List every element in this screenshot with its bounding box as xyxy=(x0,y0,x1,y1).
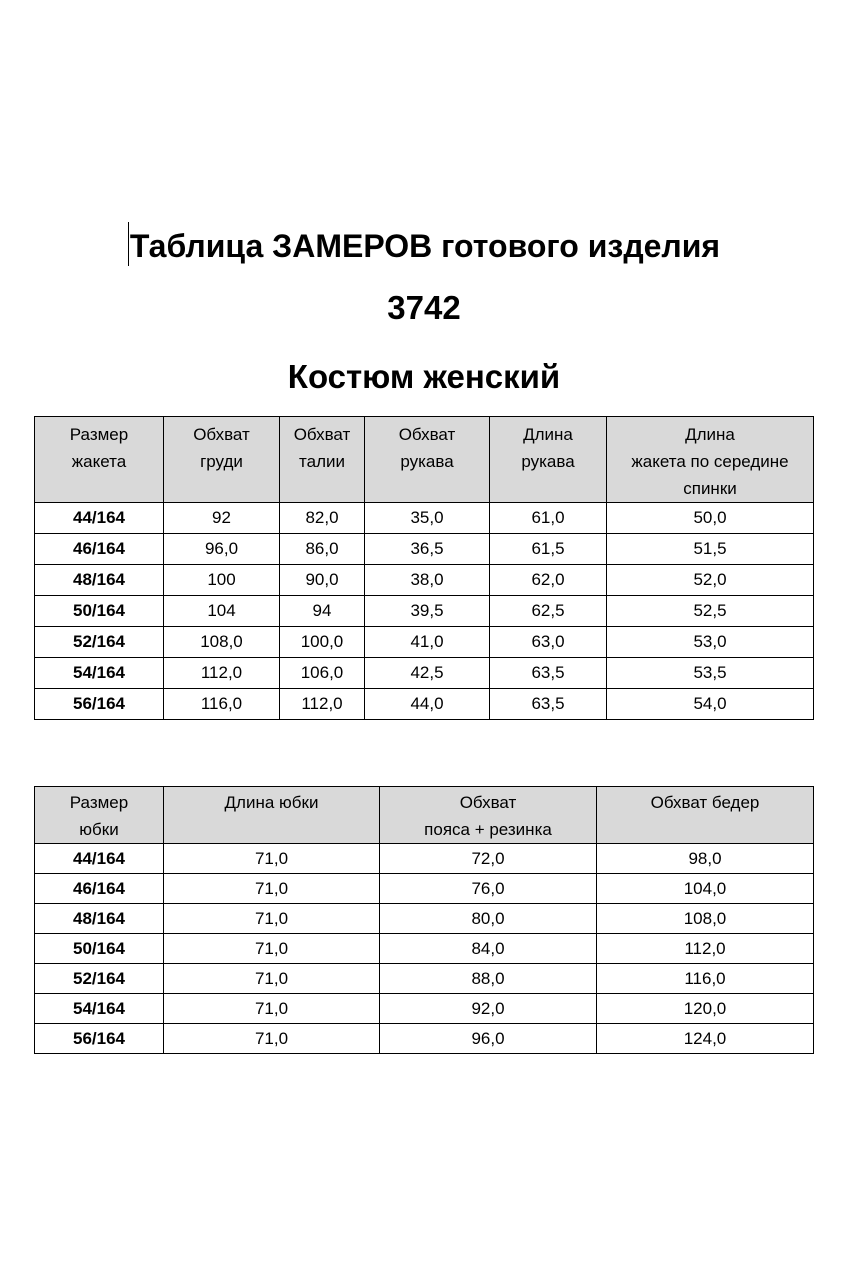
column-header-line: рукава xyxy=(400,452,454,471)
table-row xyxy=(35,1024,814,1054)
value-cell: 116,0 xyxy=(597,964,814,994)
value-cell: 108,0 xyxy=(164,627,280,658)
value-cell: 36,5 xyxy=(365,534,490,565)
value-cell: 52,5 xyxy=(607,596,814,627)
table-body xyxy=(35,503,814,720)
table-row xyxy=(35,658,814,689)
value-cell: 92 xyxy=(164,503,280,534)
size-cell: 54/164 xyxy=(35,994,164,1024)
value-cell: 42,5 xyxy=(365,658,490,689)
value-cell: 80,0 xyxy=(380,904,597,934)
size-cell: 48/164 xyxy=(35,904,164,934)
size-cell: 56/164 xyxy=(35,689,164,720)
value-cell: 52,0 xyxy=(607,565,814,596)
column-header xyxy=(365,417,490,503)
value-cell: 53,0 xyxy=(607,627,814,658)
value-cell: 94 xyxy=(280,596,365,627)
value-cell: 116,0 xyxy=(164,689,280,720)
column-header-line: Обхват xyxy=(459,793,517,812)
value-cell: 98,0 xyxy=(597,844,814,874)
size-cell: 44/164 xyxy=(35,844,164,874)
value-cell: 53,5 xyxy=(607,658,814,689)
text-cursor xyxy=(128,222,129,266)
value-cell: 104 xyxy=(164,596,280,627)
column-header-line: спинки xyxy=(683,479,737,498)
value-cell: 84,0 xyxy=(380,934,597,964)
column-header-line: Длина xyxy=(685,425,735,444)
value-cell: 90,0 xyxy=(280,565,365,596)
value-cell: 62,5 xyxy=(490,596,607,627)
column-header xyxy=(490,417,607,503)
column-header xyxy=(597,787,814,844)
value-cell: 120,0 xyxy=(597,994,814,1024)
value-cell: 38,0 xyxy=(365,565,490,596)
page-title xyxy=(0,222,848,266)
value-cell: 92,0 xyxy=(380,994,597,1024)
value-cell: 35,0 xyxy=(365,503,490,534)
value-cell: 112,0 xyxy=(597,934,814,964)
value-cell: 71,0 xyxy=(164,934,380,964)
value-cell: 71,0 xyxy=(164,874,380,904)
column-header-line: Обхват xyxy=(398,425,456,444)
table-row xyxy=(35,874,814,904)
table-row xyxy=(35,534,814,565)
column-header-line: талии xyxy=(299,452,345,471)
size-cell: 52/164 xyxy=(35,964,164,994)
size-cell: 48/164 xyxy=(35,565,164,596)
size-cell: 46/164 xyxy=(35,534,164,565)
value-cell: 82,0 xyxy=(280,503,365,534)
table-row xyxy=(35,627,814,658)
size-cell: 50/164 xyxy=(35,596,164,627)
table-row xyxy=(35,596,814,627)
column-header xyxy=(607,417,814,503)
column-header-line: Обхват бедер xyxy=(650,793,760,812)
value-cell: 61,5 xyxy=(490,534,607,565)
value-cell: 76,0 xyxy=(380,874,597,904)
table-row xyxy=(35,844,814,874)
value-cell: 63,0 xyxy=(490,627,607,658)
table-row xyxy=(35,964,814,994)
column-header xyxy=(280,417,365,503)
value-cell: 124,0 xyxy=(597,1024,814,1054)
column-header-line: пояса + резинка xyxy=(424,820,552,839)
skirt-measurements-table xyxy=(34,786,814,1054)
value-cell: 71,0 xyxy=(164,964,380,994)
value-cell: 62,0 xyxy=(490,565,607,596)
value-cell: 72,0 xyxy=(380,844,597,874)
table-header-row xyxy=(35,787,814,844)
table-row xyxy=(35,994,814,1024)
column-header-line: Длина юбки xyxy=(224,793,319,812)
value-cell: 112,0 xyxy=(164,658,280,689)
value-cell: 71,0 xyxy=(164,994,380,1024)
column-header-line: юбки xyxy=(79,820,119,839)
size-cell: 56/164 xyxy=(35,1024,164,1054)
column-header xyxy=(164,787,380,844)
column-header-line: рукава xyxy=(521,452,575,471)
column-header-line: Обхват xyxy=(193,425,250,444)
value-cell: 51,5 xyxy=(607,534,814,565)
size-cell: 44/164 xyxy=(35,503,164,534)
value-cell: 63,5 xyxy=(490,658,607,689)
table-row xyxy=(35,565,814,596)
column-header-line: Размер xyxy=(69,425,129,444)
table-header-row xyxy=(35,417,814,503)
table-row xyxy=(35,904,814,934)
value-cell: 108,0 xyxy=(597,904,814,934)
column-header-line: груди xyxy=(200,452,243,471)
value-cell: 61,0 xyxy=(490,503,607,534)
value-cell: 86,0 xyxy=(280,534,365,565)
value-cell: 106,0 xyxy=(280,658,365,689)
column-header-line: жакета по середине xyxy=(631,452,789,471)
column-header xyxy=(380,787,597,844)
size-cell: 54/164 xyxy=(35,658,164,689)
jacket-measurements-table xyxy=(34,416,814,720)
value-cell: 112,0 xyxy=(280,689,365,720)
table-row xyxy=(35,934,814,964)
value-cell: 96,0 xyxy=(164,534,280,565)
size-cell: 50/164 xyxy=(35,934,164,964)
column-header xyxy=(35,417,164,503)
column-header xyxy=(164,417,280,503)
value-cell: 104,0 xyxy=(597,874,814,904)
value-cell: 71,0 xyxy=(164,1024,380,1054)
value-cell: 44,0 xyxy=(365,689,490,720)
value-cell: 100,0 xyxy=(280,627,365,658)
table-body xyxy=(35,844,814,1054)
column-header-line: жакета xyxy=(71,452,127,471)
value-cell: 88,0 xyxy=(380,964,597,994)
value-cell: 71,0 xyxy=(164,904,380,934)
product-name: Костюм женский xyxy=(287,358,561,395)
value-cell: 63,5 xyxy=(490,689,607,720)
value-cell: 71,0 xyxy=(164,844,380,874)
product-code: 3742 xyxy=(387,289,461,326)
page-title-text: Таблица ЗАМЕРОВ готового изделия xyxy=(129,228,721,264)
value-cell: 50,0 xyxy=(607,503,814,534)
table-row xyxy=(35,689,814,720)
value-cell: 96,0 xyxy=(380,1024,597,1054)
column-header-line: Размер xyxy=(69,793,129,812)
column-header xyxy=(35,787,164,844)
value-cell: 39,5 xyxy=(365,596,490,627)
column-header-line: Обхват xyxy=(293,425,351,444)
value-cell: 54,0 xyxy=(607,689,814,720)
column-header-line: Длина xyxy=(523,425,573,444)
size-cell: 52/164 xyxy=(35,627,164,658)
value-cell: 100 xyxy=(164,565,280,596)
table-row xyxy=(35,503,814,534)
value-cell: 41,0 xyxy=(365,627,490,658)
size-cell: 46/164 xyxy=(35,874,164,904)
